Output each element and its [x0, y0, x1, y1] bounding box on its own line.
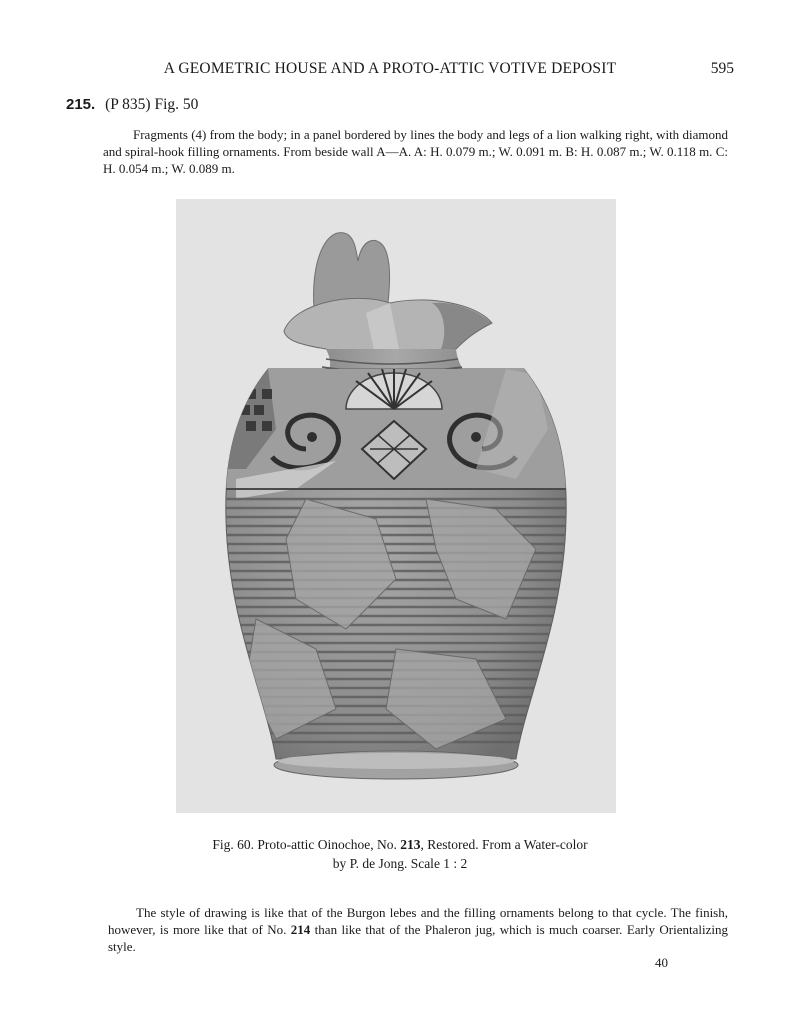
body-cross-reference-number: 214: [290, 922, 311, 937]
oinochoe-illustration: [176, 199, 616, 813]
figure-caption: [150, 835, 650, 873]
page-number: 595: [710, 60, 734, 77]
running-title: A GEOMETRIC HOUSE AND A PROTO-ATTIC VOTIVE DEPOSIT: [163, 60, 617, 77]
caption-line-2: by P. de Jong. Scale 1 : 2: [332, 856, 468, 871]
entry-description: [103, 126, 728, 177]
inventory-number: (P 835): [105, 96, 151, 113]
oinochoe-plate: [176, 199, 616, 813]
figure-reference: Fig. 50: [154, 96, 199, 113]
printer-signature: 40: [655, 955, 668, 970]
caption-line-1: Fig. 60. Proto-attic Oinochoe, No. 213, Restored. From a Water-color: [212, 837, 588, 852]
description-text: Fragments (4) from the body; in a panel bordered by lines the body and legs of a lion walking right, with diamond and spiral-hook filling ornaments. From beside wall A—A. A: H. 0.079 m.; W. 0.091 m. B: H. 0.087 m.; W. 0.118 m. C: H. 0.054 m.; W. 0.089 m.: [103, 127, 728, 176]
caption-vase-number: 213: [400, 837, 421, 852]
catalogue-entry-heading: [66, 96, 198, 114]
body-paragraph: The style of drawing is like that of the Burgon lebes and the filling ornaments belong to that cycle. The finish, however, is more like that of No. 214 than like that of the Phaleron jug, which is much coarser. Early Orientalizing style.: [108, 905, 728, 954]
entry-number: 215.: [66, 96, 96, 113]
